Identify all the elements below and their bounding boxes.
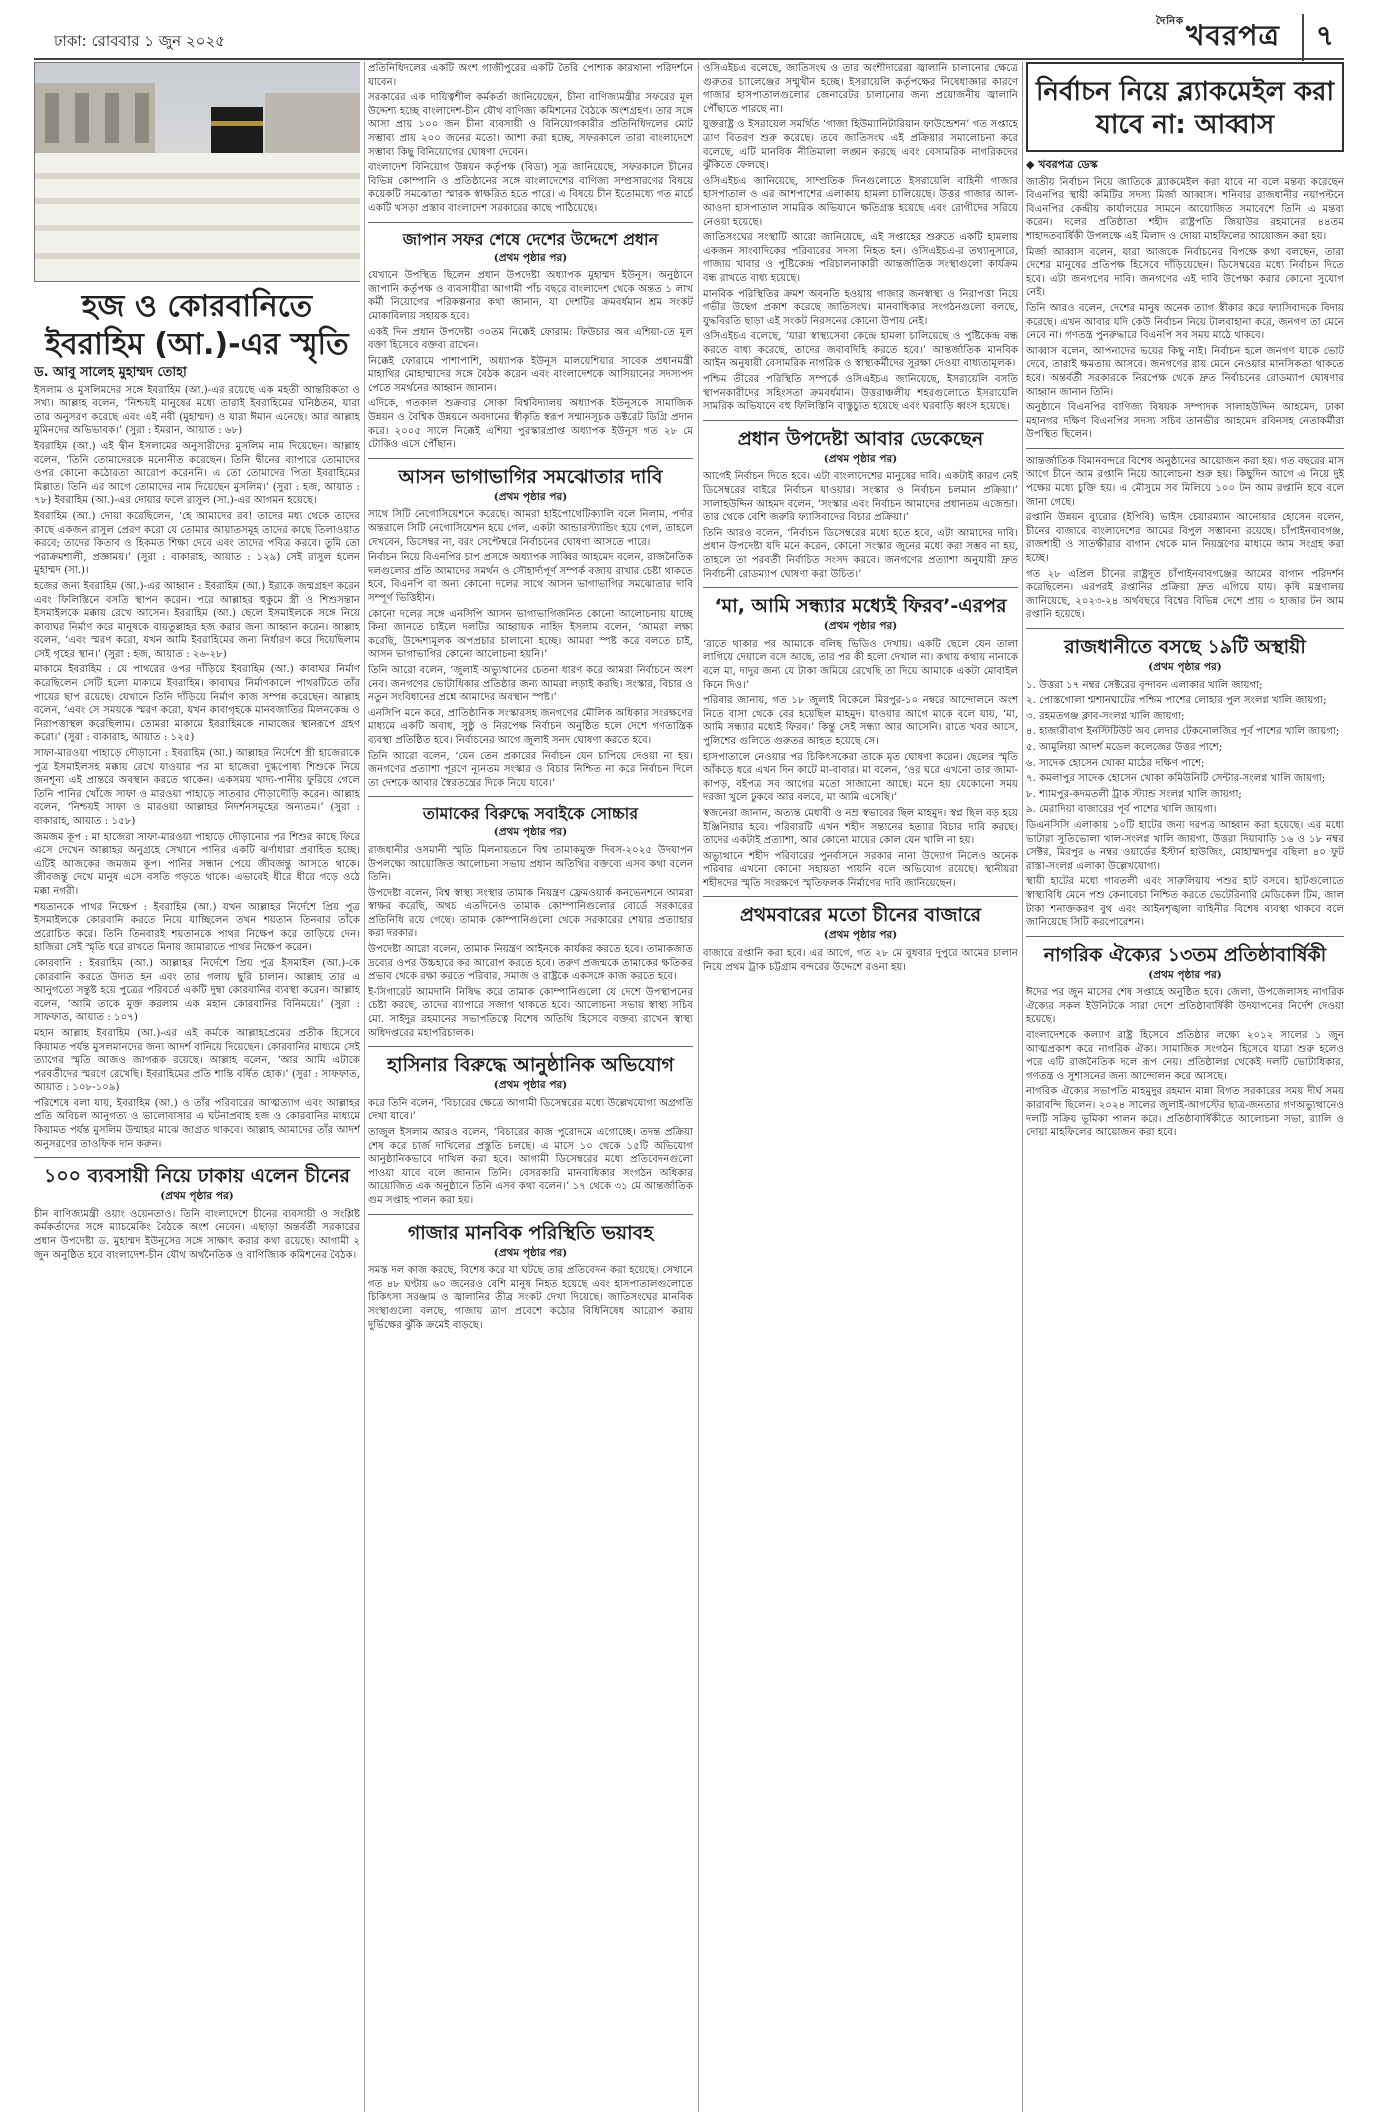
- mango-cont-paragraph: রপ্তানি উন্নয়ন ব্যুরোর (ইপিবি) ভাইস চেয়ারম্যান আনোয়ার হোসেন বলেন, চীনের বাজারে বাংলাদেশের আমের বিপুল সম্ভাবনা রয়েছে। চাঁপাইনবাবগঞ্জ, রাজশাহী ও সাতক্ষীরার বাগান থেকে মান নিয়ন্ত্রণের মাধ্যমে আম সংগ্রহ করা হচ্ছে।: [1026, 512, 1344, 565]
- column-divider: [1022, 62, 1023, 2112]
- hasina-paragraph: তাজুল ইসলাম আরও বলেন, ‘বিচারের কাজ পুরোদমে এগোচ্ছে। তদন্ত প্রক্রিয়া শেষ করে চার্জ দাখিলের প্রস্তুতি চলছে। এ মাসে ১০ থেকে ১৫টি অভিযোগ আনুষ্ঠানিকভাবে দাখিল করা হবে। আগামী ডিসেম্বরের মধ্যে প্রতিবেদনগুলো পাওয়া যাবে বলে জানান তিনি। বেসরকারি মানবাধিকার সংগঠন অধিকার আয়োজিত এক অনুষ্ঠানে তিনি এসব কথা বলেন।’ ১৭ থেকে ৩১ মে আন্তর্জাতিক গুম সপ্তাহ পালন করা হয়।: [368, 1127, 693, 1206]
- continuation-note: (প্রথম পৃষ্ঠার পর): [1148, 968, 1222, 981]
- abbas-paragraph: অনুষ্ঠানে বিএনপির বাণিজ্য বিষয়ক সম্পাদক সালাহউদ্দিন আহমেদ, ঢাকা মহানগর দক্ষিণ বিএনপির সদস্য সচিব তানভীর আহমেদ রবিনসহ নেতাকর্মীরা উপস্থিত ছিলেন।: [1026, 402, 1344, 441]
- gaza-headline: গাজার মানবিক পরিস্থিতি ভয়াবহ: [407, 1221, 654, 1244]
- seat-sharing-paragraph: কোনো দলের সঙ্গে এনসিপি আসন ভাগাভাগিজনিত কোনো আলোচনায় যাচ্ছে কিনা জানতে চাইলে দলটির আহ্বায়ক নাহিদ ইসলাম বলেন, ‘আমরা লক্ষ্য করেছি, উদ্দেশ্যমূলক অপপ্রচার চালানো হচ্ছে। আমরা স্পষ্ট করে বলতে চাই, আসন ভাগাভাগির কোনো আলোচনা হয়নি।’: [368, 608, 693, 661]
- abbas-headline: নির্বাচন নিয়ে ব্ল্যাকমেইল করা যাবে না: আব্বাস: [1035, 77, 1334, 140]
- divider: [703, 896, 1018, 897]
- lead-story-box: [1026, 62, 1344, 152]
- abbas-paragraph: আব্বাস বলেন, আপনাদের ভয়ের কিছু নাই। নির্বাচন হলে জনগণ যাকে ভোট দেবে, তারাই ক্ষমতায় আসবে। জনগণের রায় মেনে নেওয়ার মানসিকতা থাকতে হবে। অন্তর্বর্তী সরকারকে নিরপেক্ষ থেকে দ্রুত নির্বাচনের রোডম্যাপ ঘোষণার আহ্বান জানান তিনি।: [1026, 345, 1344, 398]
- hasina-headline: হাসিনার বিরুদ্ধে আনুষ্ঠানিক অভিযোগ: [387, 1054, 674, 1077]
- divider: [1026, 936, 1344, 937]
- seat-sharing-paragraph: তিনি আরো বলেন, ‘যেন তেন প্রকারের নির্বাচন যেন চাপিয়ে দেওয়া না হয়। জনগণের প্রত্যাশা পূরণে ন্যূনতম সংস্কার ও বিচার নিশ্চিত না করে নির্বাচন দিলে তা দেশকে আবার স্বৈরতন্ত্রের দিকে নিয়ে যাবে।’: [368, 750, 693, 789]
- divider: [368, 1046, 693, 1047]
- seat-sharing-paragraph: তিনি আরো বলেন, ‘জুলাই অভ্যুত্থানের চেতনা ধারণ করে আমরা নির্বাচনে অংশ নেব। জনগণের ভোটাধিকার প্রতিষ্ঠার জন্য আমরা লড়াই করছি। সংস্কার, বিচার ও নতুন সংবিধানের প্রশ্নে আমাদের অবস্থান স্পষ্ট।’: [368, 664, 693, 704]
- seat-sharing-paragraph: এনসিপি মনে করে, প্রাতিষ্ঠানিক সংস্কারসহ জনগণের মৌলিক অধিকার সংরক্ষণের মাধ্যমে একটি অবাধ, সুষ্ঠু ও নিরপেক্ষ নির্বাচন অনুষ্ঠিত হলে দেশে গণতান্ত্রিক ব্যবস্থা প্রতিষ্ঠিত হবে। নির্বাচনের আগে জুলাই সনদ ঘোষণা করতে হবে।: [368, 707, 693, 746]
- issue-date: ঢাকা: রোববার ১ জুন ২০২৫: [54, 32, 225, 50]
- continuation-note: (প্রথম পৃষ্ঠার পর): [823, 929, 898, 942]
- seat-sharing-headline: আসন ভাগাভাগির সমঝোতার দাবি: [398, 465, 663, 488]
- divider: [34, 1157, 360, 1158]
- divider: [1026, 448, 1344, 449]
- hajj-paragraph: জমজম কূপ : মা হাজেরা সাফা-মারওয়া পাহাড়ে দৌড়ানোর পর শিশুর কাছে ফিরে এসে দেখেন আল্লাহর অনুগ্রহে সেখানে পানির একটি ঝর্ণাধারা প্রবাহিত হচ্ছে। এটিই আজকের জমজম কূপ। পানির সন্ধান পেয়ে জীবজন্তু আসতে থাকে। জীবজন্তু দেখে মানুষ এসে বসতি গড়তে থাকে। এভাবেই ধীরে ধীরে গড়ে ওঠে মক্কা নগরী।: [34, 831, 360, 897]
- hajj-paragraph: মহান আল্লাহ ইবরাহিম (আ.)-এর এই কর্মকে আল্লাহপ্রেমের প্রতীক হিসেবে কিয়ামত পর্যন্ত মুসলমানদের জন্য আদর্শ বানিয়ে দিয়েছেন। কোরবানির মাধ্যমে সেই ত্যাগের স্মৃতি আজও জাগরূক রয়েছে। আল্লাহ বলেন, ‘আর আমি এটাকে পরবর্তীদের স্মরণে রেখেছি। ইবরাহিমের প্রতি শান্তি বর্ষিত হোক।’ (সুরা : সাফফাত, আয়াত : ১০৮-১০৯): [34, 1027, 360, 1094]
- abbas-paragraph: মির্জা আব্বাস বলেন, যারা আজকে নির্বাচনের বিপক্ষে কথা বলছেন, তারা দেশের মানুষের প্রতিপক্ষ হিসেবে দাঁড়িয়েছেন। ডিসেম্বরের মধ্যে নির্বাচন দিতে হবে। এটা জনগণের দাবি। জনগণের এই দাবি উপেক্ষা করার কোনো সুযোগ নেই।: [1026, 246, 1344, 299]
- abbas-paragraph: তিনি আরও বলেন, দেশের মানুষ অনেক ত্যাগ স্বীকার করে ফ্যাসিবাদকে বিদায় করেছে। এখন আবার যদি কেউ নির্বাচন নিয়ে টালবাহানা করে, জনগণ তা মেনে নেবে না। গণতন্ত্র পুনরুদ্ধারে বিএনপি সব সময় মাঠে থাকবে।: [1026, 302, 1344, 342]
- hajj-paragraph: কোরবানি : ইবরাহিম (আ.) আল্লাহর নির্দেশে প্রিয় পুত্র ইসমাইল (আ.)-কে কোরবানি করতে উদ্যত হন এবং তার গলায় ছুরি চালান। আল্লাহ তার এ আনুগত্যে সন্তুষ্ট হয়ে পুত্রের পরিবর্তে একটি দুম্বা কোরবানির ব্যবস্থা করেন। আল্লাহ বলেন, ‘আমি তাকে মুক্ত করলাম এক মহান কোরবানির বিনিময়ে।’ (সুরা : সাফফাত, আয়াত : ১০৭): [34, 957, 360, 1024]
- divider: [368, 222, 693, 223]
- chinese-cont-paragraph: প্রতিনিধিদলের একটি অংশ গাজীপুরের একটি তৈরি পোশাক কারখানা পরিদর্শনে যাবেন।: [368, 63, 693, 88]
- list-item: ৬. সাদেক হোসেন খোকা মাঠের দক্ষিণ পাশে;: [1026, 757, 1205, 769]
- hajj-paragraph: ইবরাহিম (আ.) এই দ্বীন ইসলামের অনুসারীদের মুসলিম নাম দিয়েছেন। আল্লাহ বলেন, ‘তিনি তোমাদেরকে মনোনীত করেছেন। তিনি দ্বীনের ব্যাপারে তোমাদের ওপর কোনো কঠোরতা আরোপ করেননি। এ তো তোমাদের পিতা ইবরাহিমের মিল্লাত। তিনি এর আগে তোমাদের নাম দিয়েছেন মুসলিম।’ (সুরা : হজ, আয়াত : ৭৮) ইবরাহিম (আ.)-এর দোয়ার ফলে রাসুল (সা.)-এর আগমন হয়েছে।: [34, 440, 360, 507]
- tobacco-paragraph: উপদেষ্টা আরো বলেন, তামাক নিয়ন্ত্রণ আইনকে কার্যকর করতে হবে। তামাকজাত দ্রব্যের ওপর উচ্চহারে কর আরোপ করতে হবে। তরুণ প্রজন্মকে তামাকের ক্ষতিকর প্রভাব থেকে রক্ষা করতে পরিবার, সমাজ ও রাষ্ট্রকে একসঙ্গে কাজ করতে হবে।: [368, 944, 693, 983]
- seat-sharing-paragraph: সাথে সিটি নেগোসিয়েশনে করেছে। আমরা হাইপোথেটিক্যালি বলে নিলাম, পর্দার অন্তরালে সিটি নেগোসিয়েশন হয়ে গেল, একটা আন্ডারস্ট্যান্ডিং হয়ে গেল, তাহলে দেখবেন, ডিসেম্বর না, বরং সেপ্টেম্বরে নির্বাচনের ঘোষণা আসতে পারে।: [368, 509, 693, 548]
- column-3: [703, 62, 1018, 2112]
- gaza-cont-paragraph: ওসিএইচএ বলেছে, জাতিসংঘ ও তার অংশীদারেরা জ্বালানি চালানোর ক্ষেত্রে গুরুতর চ্যালেঞ্জের সম্মুখীন হচ্ছে। ইসরায়েলি কর্তৃপক্ষের নিষেধাজ্ঞার কারণে গাজার হাসপাতালগুলোর জেনারেটর চালানোর জন্য প্রয়োজনীয় জ্বালানি পৌঁছাতে পারছে না।: [703, 63, 1018, 115]
- tobacco-paragraph: উপদেষ্টা বলেন, বিশ্ব স্বাস্থ্য সংস্থার তামাক নিয়ন্ত্রণ ফ্রেমওয়ার্ক কনভেনশনে আমরা স্বাক্ষর করেছি, অথচ এতদিনেও তামাক কোম্পানিগুলোর বোর্ডে সরকারের প্রতিনিধি রয়ে গেছে। তামাক কোম্পানিগুলো থেকে সরকারের শেয়ার প্রত্যাহার করা দরকার।: [368, 887, 693, 940]
- mother-story-headline: ‘মা, আমি সন্ধ্যার মধ্যেই ফিরব’-এরপর: [714, 595, 1007, 618]
- nagorik-oikya-paragraph: ঈদের পর জুন মাসের শেষ সপ্তাহে অনুষ্ঠিত হবে। জেলা, উপজেলাসহ নাগরিক ঐক্যের সকল ইউনিটকে সারা দেশে প্রতিষ্ঠাবার্ষিকী উদযাপনের নির্দেশ দেওয়া হয়েছে।: [1026, 987, 1344, 1026]
- divider: [703, 587, 1018, 588]
- list-item: ৮. শ্যামপুর-কদমতলী ট্রাক স্ট্যান্ড সংলগ্ন খালি জায়গা;: [1026, 788, 1242, 800]
- continuation-note: (প্রথম পৃষ্ঠার পর): [160, 1190, 234, 1203]
- nagorik-oikya-headline: নাগরিক ঐক্যের ১৩তম প্রতিষ্ঠাবার্ষিকী: [1043, 943, 1327, 966]
- mango-cont-paragraph: আন্তর্জাতিক বিমানবন্দরে বিশেষ অনুষ্ঠানের আয়োজন করা হয়। গত বছরের মাস আগে চীনে আম রপ্তানি নিয়ে আলোচনা শুরু হয়। কিছুদিন আগে এ নিয়ে দুই পক্ষের মধ্যে চুক্তি হয়। এ মৌসুমে সব মিলিয়ে ১০০ টন আম রপ্তানি হবে বলে জানা গেছে।: [1026, 455, 1344, 508]
- column-4: [1026, 62, 1344, 2112]
- abbas-paragraph: জাতীয় নির্বাচন নিয়ে জাতিকে ব্ল্যাকমেইল করা যাবে না বলে মন্তব্য করেছেন বিএনপির স্থায়ী কমিটির সদস্য মির্জা আব্বাস। শনিবার রাজধানীর নয়াপল্টনে বিএনপির কেন্দ্রীয় কার্যালয়ের সামনে আয়োজিত সমাবেশে তিনি এ মন্তব্য করেন। দলের প্রতিষ্ঠাতা শহীদ রাষ্ট্রপতি জিয়াউর রহমানের ৪৪তম শাহাদতবার্ষিকী উপলক্ষে এই মিলাদ ও দোয়া মাহফিলের আয়োজন করা হয়।: [1026, 176, 1344, 242]
- gaza-cont-paragraph: জাতিসংঘের সংস্থাটি আরো জানিয়েছে, এই সপ্তাহের শুরুতে একটি হামলায় একজন সাংবাদিকের পরিবারের সদস্য নিহত হন। ওসিএইচএ-র তথ্যানুসারে, গাজায় খাবার ও পুষ্টিকেন্দ্র পরিচালনাকারী আন্তর্জাতিক সংস্থাগুলো কার্যক্রম বন্ধ রাখতে বাধ্য হয়েছে।: [703, 232, 1018, 284]
- chief-adviser-paragraph: আগেই নির্বাচন দিতে হবে। এটা বাংলাদেশের মানুষের দাবি। একটাই কারণ নেই ডিসেম্বরের বাইরে নির্বাচন যাওয়ার। সংস্কার ও নির্বাচন চলমান প্রক্রিয়া।’ সালাহউদ্দিন আহমদ বলেন, ‘সংস্কার এবং নির্বাচন আমাদের প্রধানতম এজেন্ডা। তার থেকে বেশি জরুরি ফ্যাসিবাদের বিচার প্রক্রিয়া।’: [703, 471, 1018, 524]
- gaza-cont-paragraph: যুক্তরাষ্ট্র ও ইসরায়েল সমর্থিত ‘গাজা হিউম্যানিটারিয়ান ফাউন্ডেশন’ গত সপ্তাহে ত্রাণ বিতরণ শুরু করেছে। তবে জাতিসংঘ এই প্রক্রিয়ার সমালোচনা করে বলেছে, এটি মানবিক নীতিমালা লঙ্ঘন করছে এবং বেসামরিক নাগরিকদের ঝুঁকিতে ফেলছে।: [703, 119, 1018, 172]
- list-item: ৩. রহমতগঞ্জ ক্লাব-সংলগ্ন খালি জায়গা;: [1026, 710, 1185, 722]
- continuation-note: (প্রথম পৃষ্ঠার পর): [823, 452, 898, 465]
- column-divider: [698, 62, 699, 2112]
- japan-paragraph: একই দিন প্রধান উপদেষ্টা ৩০তম নিক্কেই ফোরাম: ফিউচার অব এশিয়া-তে মূল বক্তা হিসেবে বক্তব্য রাখেন।: [368, 326, 693, 352]
- desk-byline: ◆ খবরপত্র ডেস্ক: [1026, 158, 1098, 171]
- list-item: ২. পোস্তগোলা শ্মশানঘাটের পশ্চিম পাশের লোহার পুল সংলগ্ন খালি জায়গা;: [1026, 695, 1327, 707]
- newspaper-logo: [1156, 14, 1280, 61]
- cattle-market-headline: রাজধানীতে বসছে ১৯টি অস্থায়ী: [1064, 636, 1306, 658]
- japan-paragraph: নিক্কেই ফোরামে পাশাপাশি, অধ্যাপক ইউনূস মালয়েশিয়ার সাবেক প্রধানমন্ত্রী মাহাথির মোহাম্মাদের সঙ্গে বৈঠক করেন এবং বাংলাদেশকে আসিয়ানের সদস্যপদ পেতে সমর্থনের আহ্বান জানান।: [368, 355, 693, 394]
- japan-headline: জাপান সফর শেষে দেশের উদ্দেশে প্রধান: [402, 229, 659, 249]
- divider: [368, 796, 693, 797]
- japan-paragraph: যেখানে উপস্থিত ছিলেন প্রধান উপদেষ্টা অধ্যাপক মুহাম্মদ ইউনূস। অনুষ্ঠানে জাপানি কর্তৃপক্ষ ও ব্যবসায়ীরা আগামী পাঁচ বছরে বাংলাদেশ থেকে অন্তত ১ লাখ কর্মী নিয়োগের পরিকল্পনার কথা জানান, যা দেশটির ক্রমবর্ধমান শ্রম সংকট মোকাবিলায় সহায়ক হবে।: [368, 270, 693, 322]
- cattle-market-paragraph: ডিএনসিসি এলাকায় ১০টি হাটের জন্য দরপত্র আহ্বান করা হয়েছে। এর মধ্যে ভাটারা সুতিভোলা খাল-সংলগ্ন খালি জায়গা, উত্তরা দিয়াবাড়ি ১৬ ও ১৮ নম্বর সেক্টর, মিরপুর ৬ নম্বর ওয়ার্ডের ইস্টার্ন হাউজিং, মোহাম্মদপুর বছিলা ৪০ ফুট রাস্তা-সংলগ্ন এলাকা উল্লেখযোগ্য।: [1026, 819, 1344, 872]
- column-1: [34, 62, 360, 2112]
- list-item: ১. উত্তরা ১৭ নম্বর সেক্টরের বৃন্দাবন এলাকার খালি জায়গা;: [1026, 679, 1263, 691]
- hajj-paragraph: ইসলাম ও মুসলিমদের সঙ্গে ইবরাহিম (আ.)-এর রয়েছে এক মহতী আন্তরিকতা ও সখ্য। আল্লাহ বলেন, ‘নিশ্চয়ই মানুষের মধ্যে তারাই ইবরাহিমের ঘনিষ্ঠতম, যারা তার অনুসরণ করেছে এবং এই নবী (মুহাম্মদ) ও যারা ঈমান এনেছে। আর আল্লাহ মুমিনদের অভিভাবক।’ (সুরা : ইমরান, আয়াত : ৬৮): [34, 384, 360, 437]
- hasina-paragraph: করে তিনি বলেন, ‘বিচারের ক্ষেত্রে আগামী ডিসেম্বরের মধ্যে উল্লেখযোগ্য অগ্রগতি দেখা যাবে।’: [368, 1097, 693, 1123]
- chief-adviser-paragraph: তিনি আরও বলেন, ‘নির্বাচন ডিসেম্বরের মধ্যে হতে হবে, এটা আমাদের দাবি। প্রধান উপদেষ্টা যদি মনে করেন, কোনো সংস্কার জুনের মধ্যে করা সম্ভব না হয়, তাহলে তা পরবর্তী নির্বাচিত সংসদ করবে। জনগণের প্রত্যাশা অনুযায়ী দ্রুত নির্বাচনী রোডম্যাপ ঘোষণা করা উচিত।’: [703, 527, 1018, 580]
- hajj-paragraph: শয়তানকে পাথর নিক্ষেপ : ইবরাহিম (আ.) যখন আল্লাহর নির্দেশে প্রিয় পুত্র ইসমাইলকে কোরবানি করতে নিয়ে যাচ্ছিলেন তখন শয়তান তিনবার তাঁকে প্ররোচিত করে। তিনি তিনবারই শয়তানকে পাথর নিক্ষেপ করে তাড়িয়ে দেন। হাজিরা সেই স্মৃতি ধরে রাখতে মিনায় জামারাতে পাথর নিক্ষেপ করেন।: [34, 901, 360, 954]
- nagorik-oikya-paragraph: বাংলাদেশকে কল্যাণ রাষ্ট্র হিসেবে প্রতিষ্ঠার লক্ষ্যে ২০১২ সালের ১ জুন আত্মপ্রকাশ করে নাগরিক ঐক্য। সামাজিক সংগঠন হিসেবে যাত্রা শুরু হলেও পরে এটি রাজনৈতিক দলে রূপ নেয়। প্রতিষ্ঠালগ্ন থেকেই দলটি ভোটাধিকার, গণতন্ত্র ও সুশাসনের জন্য আন্দোলন করে আসছে।: [1026, 1030, 1344, 1082]
- kaaba-image-icon: [35, 63, 360, 281]
- continuation-note: (প্রথম পৃষ্ঠার পর): [493, 251, 568, 264]
- hajj-paragraph: মাকামে ইবরাহিম : যে পাথরের ওপর দাঁড়িয়ে ইবরাহিম (আ.) কাবাঘর নির্মাণ করেছিলেন সেটি হলো মাকামে ইবরাহিম। কাবাঘর নির্মাণকালে পাথরটিতে তাঁর পায়ের ছাপ রয়েছে। যেখানে তিনি দাঁড়িয়ে নির্মাণ কাজ সম্পন্ন করেছেন। আল্লাহ বলেন, ‘এবং সে সময়কে স্মরণ করো, যখন কাবাগৃহকে মানবজাতির মিলনকেন্দ্র ও নিরাপত্তাস্থল করেছিলাম। তোমরা মাকামে ইবরাহিমকে নামাজের স্থানরূপে গ্রহণ করো।’ (সুরা : বাকারাহ, আয়াত : ১২৫): [34, 664, 360, 744]
- tobacco-headline: তামাকের বিরুদ্ধে সবাইকে সোচ্চার: [422, 804, 639, 824]
- mother-story-paragraph: অভ্যুত্থানে শহীদ পরিবারের পুনর্বাসনে সরকার নানা উদ্যোগ নিলেও অনেক পরিবার এখনো কোনো সহায়তা পায়নি বলে অভিযোগ রয়েছে। স্থানীয়রা শহীদদের স্মৃতি সংরক্ষণে স্মৃতিফলক নির্মাণের দাবি জানিয়েছেন।: [703, 850, 1018, 889]
- gaza-cont-paragraph: ওসিএইচএ বলেছে, ‘যারা স্বাস্থ্যসেবা কেন্দ্রে হামলা চালিয়েছে ও পুষ্টিকেন্দ্র বন্ধ করতে বাধ্য করেছে, তাদের জবাবদিহি করতে হবে।’ আন্তর্জাতিক মানবিক আইন অনুযায়ী বেসামরিক নাগরিক ও স্বাস্থ্যকর্মীদের সুরক্ষা দেওয়া বাধ্যতামূলক।: [703, 331, 1018, 370]
- chief-adviser-headline: প্রধান উপদেষ্টা আবার ডেকেছেন: [737, 427, 984, 450]
- continuation-note: (প্রথম পৃষ্ঠার পর): [493, 490, 568, 503]
- list-item: ৪. হাজারীবাগ ইনস্টিটিউট অব লেদার টেকনোলজির পূর্ব পাশের খালি জায়গা;: [1026, 726, 1340, 738]
- cattle-market-paragraph: স্থায়ী হাটের মধ্যে গাবতলী এবং সারুলিয়ায় পশুর হাট বসবে। হাটগুলোতে স্বাস্থ্যবিধি মেনে পশু কেনাবেচা নিশ্চিত করতে ভেটেরিনারি মেডিকেল টিম, জাল টাকা শনাক্তকরণ বুথ এবং আইনশৃঙ্খলা বাহিনীর বিশেষ ব্যবস্থা থাকবে বলে জানিয়েছে সিটি করপোরেশন।: [1026, 876, 1344, 929]
- hajj-paragraph: হজের জন্য ইবরাহিম (আ.)-এর আহ্বান : ইবরাহিম (আ.) ইরাকে জন্মগ্রহণ করেন এবং ফিলিস্তিনে বসতি স্থাপন করেন। পরে আল্লাহর হুকুমে স্ত্রী ও শিশুসন্তান ইসমাইলকে মক্কায় রেখে আসেন। ইবরাহিম (আ.) ছেলে ইসমাইলকে সঙ্গে নিয়ে কাবাঘর নির্মাণ করে মানুষকে বায়তুল্লাহর হজ করার জন্য আহ্বান করেন। আল্লাহ বলেন, ‘এবং স্মরণ করো, যখন আমি ইবরাহিমের জন্য নির্ধারণ করে দিয়েছিলাম সেই গৃহের স্থান।’ (সুরা : হজ, আয়াত : ২৬-২৮): [34, 580, 360, 660]
- continuation-note: (প্রথম পৃষ্ঠার পর): [493, 1246, 568, 1259]
- logo-prefix: দৈনিক: [1155, 16, 1185, 27]
- hajj-paragraph: সাফা-মারওয়া পাহাড়ে দৌড়ানো : ইবরাহিম (আ.) আল্লাহর নির্দেশে স্ত্রী হাজেরাকে পুত্র ইসমাইলসহ মক্কায় রেখে যাওয়ার পর মা হাজেরা দুগ্ধপোষ্য শিশুকে নিয়ে জনশূন্য এই প্রান্তরে অবস্থান করতে থাকেন। একসময় খাদ্য-পানীয় ফুরিয়ে গেলে তিনি পানির খোঁজে সাফা ও মারওয়া পাহাড়ে সাতবার দৌড়াদৌড়ি করেন। আল্লাহ বলেন, ‘নিশ্চয়ই সাফা ও মারওয়া আল্লাহর নিদর্শনসমূহের অন্যতম।’ (সুরা : বাকারাহ, আয়াত : ১৫৮): [34, 748, 360, 827]
- column-2: [368, 62, 693, 2112]
- gaza-cont-paragraph: মানবিক পরিস্থিতির ক্রমশ অবনতি হওয়ায় গাজার জনস্বাস্থ্য ও নিরাপত্তা নিয়ে গভীর উদ্বেগ প্রকাশ করেছে জাতিসংঘ। মানবাধিকার সংগঠনগুলো বলছে, যুদ্ধবিরতি ছাড়া এই সংকট নিরসনের কোনো উপায় নেই।: [703, 288, 1018, 327]
- mango-cont-paragraph: গত ২৮ এপ্রিল চীনের রাষ্ট্রদূত চাঁপাইনবাবগঞ্জের আমের বাগান পরিদর্শন করেছিলেন। এরপরই রপ্তানির প্রক্রিয়া দ্রুত এগিয়ে যায়। কৃষি মন্ত্রণালয় জানিয়েছে, ২০২৩-২৪ অর্থবছরে বিশ্বের বিভিন্ন দেশে প্রায় ৩ হাজার টন আম রপ্তানি হয়েছে।: [1026, 568, 1344, 621]
- page-number: ৭: [1302, 14, 1334, 61]
- hajj-headline: হজ ও কোরবানিতে ইবরাহিম (আ.)-এর স্মৃতি: [45, 289, 349, 362]
- hajj-paragraph: পরিশেষে বলা যায়, ইবরাহিম (আ.) ও তাঁর পরিবারের আত্মত্যাগ এবং আল্লাহর প্রতি অবিচল আনুগত্য ও ভালোবাসার এ ঘটনাপ্রবাহ হজ ও কোরবানির মাধ্যমে কিয়ামত পর্যন্ত মুসলিম উম্মাহর মাঝে জাগ্রত থাকবে। আল্লাহ আমাদের তাঁর আদর্শ অনুসরণের তাওফিক দান করুন।: [34, 1097, 360, 1150]
- list-item: ৯. মেরাদিয়া বাজারের পূর্ব পাশের খালি জায়গা।: [1026, 804, 1217, 816]
- divider: [703, 420, 1018, 421]
- logo-text: খবরপত্র: [1186, 19, 1280, 52]
- list-item: ৫. আমুলিয়া আদর্শ মডেল কলেজের উত্তর পাশে;: [1026, 741, 1223, 753]
- tobacco-paragraph: রাজধানীর ওসমানী স্মৃতি মিলনায়তনে বিশ্ব তামাকমুক্ত দিবস-২০২৫ উদযাপন উপলক্ষ্যে আয়োজিত আলোচনা সভায় প্রধান অতিথির বক্তব্যে এসব কথা বলেন তিনি।: [368, 844, 693, 884]
- divider: [1026, 628, 1344, 629]
- chinese-paragraph: চীন বাণিজ্যমন্ত্রী ওয়াং ওয়েনতাও। তিনি বাংলাদেশে চীনের ব্যবসায়ী ও সংশ্লিষ্ট কর্মকর্তাদের সঙ্গে ম্যাচমেকিং বৈঠকে অংশ নেবেন। এছাড়া অন্তর্বর্তী সরকারের প্রধান উপদেষ্টা ড. মুহাম্মদ ইউনূসের সঙ্গে সাক্ষাৎ করার কথা রয়েছে। আগামী ২ জুন অনুষ্ঠিত হবে বাংলাদেশ-চীন যৌথ অর্থনৈতিক ও বাণিজ্যিক কমিশনের বৈঠক।: [34, 1208, 360, 1261]
- continuation-note: (প্রথম পৃষ্ঠার পর): [823, 620, 898, 633]
- gaza-cont-paragraph: পশ্চিম তীরের পরিস্থিতি সম্পর্কে ওসিএইচএ জানিয়েছে, ইসরায়েলি বসতি স্থাপনকারীদের সহিংসতা ক্রমবর্ধমান। উত্তরাঞ্চলীয় শহরগুলোতে ইসরায়েলি সামরিক অভিযানে বহু ফিলিস্তিনি বাস্তুচ্যুত হয়েছে এবং ঘরবাড়ি ধ্বংস হয়েছে।: [703, 374, 1018, 413]
- hajj-author: ড. আবু সালেহ মুহাম্মদ তোহা: [34, 365, 187, 380]
- seat-sharing-paragraph: নির্বাচন নিয়ে বিএনপির চাপ প্রসঙ্গে অধ্যাপক সাব্বির আহমেদ বলেন, রাজনৈতিক দলগুলোর প্রতি আমাদের সমর্থন ও সৌহার্দ্যপূর্ণ সম্পর্ক বজায় রাখার চেষ্টা থাকতে হবে, বিএনপি বা অন্য কোনো দলের সাথে আসন ভাগাভাগির সমঝোতার দাবি সম্পূর্ণ ভিত্তিহীন।: [368, 552, 693, 604]
- chinese-headline: ১০০ ব্যবসায়ী নিয়ে ঢাকায় এলেন চীনের: [43, 1165, 350, 1188]
- continuation-note: (প্রথম পৃষ্ঠার পর): [493, 826, 568, 839]
- mother-story-paragraph: হাসপাতালে নেওয়ার পর চিকিৎসকেরা তাকে মৃত ঘোষণা করেন। ছেলের স্মৃতি আঁকড়ে ধরে এখন দিন কাটে মা-বাবার। মা বলেন, ‘ওর ঘরে এখনো তার জামা-কাপড়, বইপত্র সব আগের মতো সাজানো আছে। মনে হয় যেকোনো সময় দরজা খুলে ঢুকবে আর বলবে, মা আমি এসেছি।’: [703, 751, 1018, 804]
- nagorik-oikya-paragraph: নাগরিক ঐক্যের সভাপতি মাহমুদুর রহমান মান্না বিগত সরকারের সময় দীর্ঘ সময় কারাবন্দি ছিলেন। ২০২৪ সালের জুলাই-আগস্টের ছাত্র-জনতার গণঅভ্যুত্থানেও দলটি সক্রিয় ভূমিকা পালন করে। প্রতিষ্ঠাবার্ষিকীতে আলোচনা সভা, র‍্যালি ও দোয়া মাহফিলের আয়োজন করা হবে।: [1026, 1086, 1344, 1139]
- china-market-paragraph: বাজারে রপ্তানি করা হবে। এর আগে, গত ২৮ মে বুধবার দুপুরে আমের চালান নিয়ে প্রথম ট্রাক চট্টগ্রাম বন্দরের উদ্দেশে রওনা হয়।: [703, 948, 1018, 973]
- chinese-cont-paragraph: বাংলাদেশ বিনিয়োগ উন্নয়ন কর্তৃপক্ষ (বিডা) সূত্র জানিয়েছে, সফরকালে চীনের বিভিন্ন কোম্পানি ও প্রতিষ্ঠানের সঙ্গে বাংলাদেশের বাণিজ্য সম্প্রসারণের বিষয়ে কয়েকটি সমঝোতা স্মারক স্বাক্ষরিত হতে পারে। এ বিষয়ে চীন ইতোমধ্যে গত মার্চে একটি খসড়া প্রস্তাব বাংলাদেশ সরকারের কাছে পাঠিয়েছে।: [368, 162, 693, 214]
- chinese-cont-paragraph: সরকারের এক দায়িত্বশীল কর্মকর্তা জানিয়েছেন, চীনা বাণিজ্যমন্ত্রীর সফরের মূল উদ্দেশ্য হচ্ছে বাংলাদেশ-চীন যৌথ বাণিজ্য কমিশনের বৈঠকে অংশগ্রহণ। তার সঙ্গে আসা প্রায় ১০০ জন চীনা ব্যবসায়ী ও বিনিয়োগকারীর প্রতিনিধিদলের মোট সম্ভাব্য প্রায় ২০০ জনের মতো। আশা করা হচ্ছে, সফরকালে তারা বাংলাদেশে সম্ভাব্য কিছু বিনিয়োগের ঘোষণা দেবেন।: [368, 92, 693, 158]
- hajj-paragraph: ইবরাহিম (আ.) দোয়া করেছিলেন, ‘হে আমাদের রব! তাদের মধ্য থেকে তাদের কাছে একজন রাসুল প্রেরণ করো যে তোমার আয়াতসমূহ তাদের কাছে তিলাওয়াত করবে; তাদের কিতাব ও হিকমত শিক্ষা দেবে এবং তাদের পবিত্র করবে। তুমি তো পরাক্রমশালী, প্রজ্ঞাময়।’ (সুরা : বাকারাহ, আয়াত : ১২৯) সেই রাসুল হলেন মুহাম্মদ (সা.)।: [34, 510, 360, 577]
- continuation-note: (প্রথম পৃষ্ঠার পর): [493, 1079, 568, 1092]
- china-market-headline: প্রথমবারের মতো চীনের বাজারে: [739, 904, 982, 927]
- continuation-note: (প্রথম পৃষ্ঠার পর): [1148, 661, 1222, 673]
- gaza-cont-paragraph: ওসিএইচএ জানিয়েছে, সাম্প্রতিক দিনগুলোতে ইসরায়েলি বাহিনী গাজার হাসপাতাল ও এর আশপাশের এলাকায় হামলা চালিয়েছে। উত্তর গাজার আল-আওদা হাসপাতাল সামরিক অভিযানে ক্ষতিগ্রস্ত হয়েছে এবং রোগীদের সরিয়ে নেওয়া হয়েছে।: [703, 175, 1018, 228]
- mother-story-paragraph: স্বজনেরা জানান, অত্যন্ত মেধাবী ও নম্র স্বভাবের ছিল মাহমুদ। স্বপ্ন ছিল বড় হয়ে ইঞ্জিনিয়ার হবে। পরিবারটি এখন শহীদ সন্তানের হত্যার বিচার দাবি করছে। তাদের একটাই প্রত্যাশা, আর কোনো মায়ের কোল যেন খালি না হয়।: [703, 807, 1018, 847]
- divider: [368, 1214, 693, 1215]
- kaaba-photo: [34, 62, 360, 282]
- japan-paragraph: এদিকে, গতকাল শুক্রবার সোকা বিশ্ববিদ্যালয় অধ্যাপক ইউনূসকে সামাজিক উন্নয়ন ও বৈশ্বিক উন্নয়নে অবদানের স্বীকৃতি স্বরূপ সম্মানসূচক ডক্টরেট ডিগ্রি প্রদান করে। ২০০৫ সালে নিক্কেই এশিয়া পুরস্কারপ্রাপ্ত অধ্যাপক ইউনূস গত ২৮ মে টোকিও এসে পৌঁছান।: [368, 398, 693, 451]
- divider: [368, 458, 693, 459]
- page-header: [34, 8, 1344, 60]
- gaza-paragraph: সমস্ত দল কাজ করছে, বিশেষ করে যা ঘটছে তার প্রতিবেদন করা হয়েছে। সেখানে গত ৪৮ ঘণ্টায় ৬০ জনেরও বেশি মানুষ নিহত হয়েছে এবং হাসপাতালগুলোতে চিকিৎসা সরঞ্জাম ও জ্বালানির তীব্র সংকট দেখা দিয়েছে। জাতিসংঘের মানবিক সংস্থাগুলো বলছে, গাজায় ত্রাণ প্রবেশে কঠোর বিধিনিষেধ আরোপ করায় দুর্ভিক্ষের ঝুঁকি ক্রমেই বাড়ছে।: [368, 1265, 693, 1331]
- mother-story-paragraph: ‘রাতে থাকার পর আমাকে বলিছ ভিডিও দেখায়। একটি ছেলে যেন তালা লাগিয়ে দেয়ালে বসে আছে, তার পর কী হলো দেখাল না। কথায় কথায় নানাকে বলে মা, দাদুর জন্য যে টাকা জমিয়ে রেখেছি তা দিয়ে আমাকে একটা মোবাইল কিনে দিও।’: [703, 638, 1018, 691]
- list-item: ৭. কমলাপুর সাদেক হোসেন খোকা কমিউনিটি সেন্টার-সংলগ্ন খালি জায়গা;: [1026, 773, 1326, 785]
- column-divider: [364, 62, 365, 2112]
- mother-story-paragraph: পরিবার জানায়, গত ১৮ জুলাই বিকেলে মিরপুর-১০ নম্বরে আন্দোলনে অংশ নিতে বাসা থেকে বের হয়েছিল মাহমুদ। যাওয়ার আগে মাকে বলে যায়, ‘মা, আমি সন্ধ্যার মধ্যেই ফিরব।’ কিন্তু সেই সন্ধ্যা আর আসেনি। রাতে খবর আসে, পুলিশের গুলিতে গুরুতর আহত হয়েছে সে।: [703, 695, 1018, 747]
- tobacco-paragraph: ই-সিগারেট আমদানি নিষিদ্ধ করে তামাক কোম্পানিগুলো যে দেশে উপস্থাপনের চেষ্টা করছে, তাদের ব্যাপারে সজাগ থাকতে হবে। আলোচনা সভায় স্বাস্থ্য সচিব মো. সাইদুর রহমানের সভাপতিত্বে বিশেষ অতিথি হিসেবে বক্তব্য রাখেন স্বাস্থ্য অধিদপ্তরের মহাপরিচালক।: [368, 986, 693, 1039]
